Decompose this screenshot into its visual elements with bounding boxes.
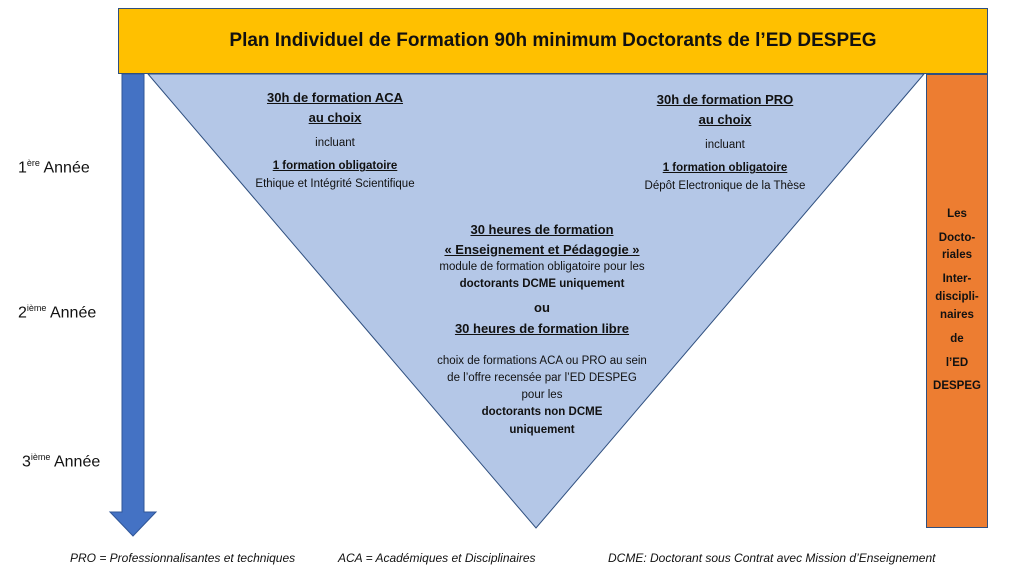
free-title: 30 heures de formation libre — [454, 321, 630, 336]
side-line: riales — [941, 249, 973, 262]
pro-course: Dépôt Electronique de la Thèse — [644, 179, 806, 192]
side-line-block — [935, 271, 978, 324]
side-line: Les — [947, 207, 967, 220]
side-line-block — [939, 230, 975, 266]
free-target-2: uniquement — [509, 423, 575, 436]
free-desc-3: pour les — [521, 389, 563, 401]
side-line: l’ED — [945, 356, 969, 369]
legend-pro: PRO = Professionnalisantes et techniques — [70, 551, 296, 565]
free-target-1: doctorants non DCME — [481, 406, 603, 419]
teaching-target: doctorants DCME uniquement — [459, 278, 625, 291]
year-1-label: 1ère Année — [18, 158, 90, 177]
legend-dcme: DCME: Doctorant sous Contrat avec Mission d’Enseignement — [608, 551, 936, 565]
aca-subtitle: au choix — [308, 109, 362, 125]
aca-block — [230, 88, 440, 193]
legend-aca: ACA = Académiques et Disciplinaires — [338, 551, 536, 565]
pro-title: 30h de formation PRO — [656, 92, 794, 107]
pro-including: incluant — [705, 139, 745, 151]
pro-mandatory: 1 formation obligatoire — [662, 162, 788, 175]
free-desc-2: de l’offre recensée par l’ED DESPEG — [447, 371, 637, 384]
year-3-label: 3ième Année — [22, 452, 101, 471]
aca-mandatory: 1 formation obligatoire — [272, 160, 398, 173]
side-line: naires — [940, 308, 974, 321]
side-line: DESPEG — [933, 380, 981, 393]
pro-block — [610, 90, 840, 195]
side-line: Inter- — [942, 273, 972, 286]
header-banner — [118, 8, 988, 74]
side-line: de — [950, 332, 964, 345]
teaching-subtitle: « Enseignement et Pédagogie » — [444, 241, 640, 257]
side-line: discipli- — [935, 291, 979, 304]
side-line: Docto- — [938, 231, 976, 244]
aca-including: incluant — [315, 137, 355, 149]
or-label: ou — [534, 299, 550, 315]
center-block — [400, 220, 684, 439]
aca-title: 30h de formation ACA — [266, 90, 404, 105]
timeline-arrow — [110, 74, 156, 536]
teaching-title: 30 heures de formation — [470, 222, 614, 237]
aca-course: Ethique et Intégrité Scientifique — [255, 177, 415, 190]
free-desc-1: choix de formations ACA ou PRO au sein — [437, 354, 647, 367]
pro-subtitle: au choix — [698, 111, 752, 127]
page-title: Plan Individuel de Formation 90h minimum Doctorants de l’ED DESPEG — [229, 30, 877, 51]
doctoriales-panel — [926, 74, 988, 528]
year-2-label: 2ième Année — [18, 303, 97, 322]
teaching-desc: module de formation obligatoire pour les — [439, 261, 645, 273]
